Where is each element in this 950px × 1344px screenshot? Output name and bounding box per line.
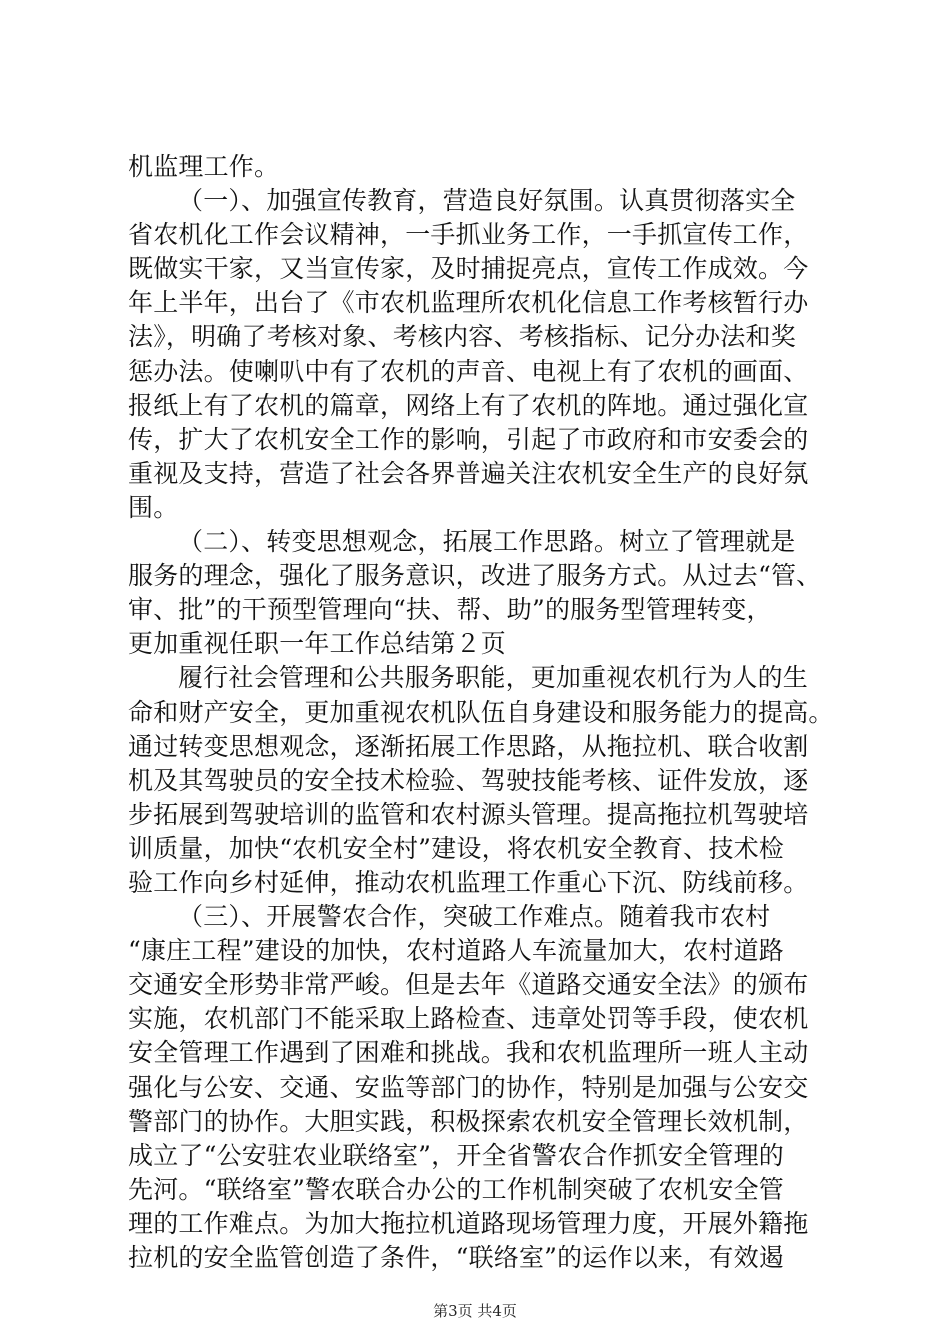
text-line: 法》，明确了考核对象、考核内容、考核指标、记分办法和奖 [128, 322, 796, 352]
text-line: 服务的理念，强化了服务意识，改进了服务方式。从过去“管、 [128, 561, 822, 591]
text-line: 训质量，加快“农机安全村”建设，将农机安全教育、技术检 [128, 833, 784, 863]
text-line: 通过转变思想观念，逐渐拓展工作思路，从拖拉机、联合收割 [128, 731, 809, 761]
text-line: （三）、开展警农合作，突破工作难点。随着我市农村 [178, 902, 771, 932]
text-line: 成立了“公安驻农业联络室”，开全省警农合作抓安全管理的 [128, 1140, 784, 1170]
text-line: 更加重视任职一年工作总结第２页 [128, 629, 507, 659]
text-line: 理的工作难点。为加大拖拉机道路现场管理力度，开展外籍拖 [128, 1208, 809, 1238]
text-line: 步拓展到驾驶培训的监管和农村源头管理。提高拖拉机驾驶培 [128, 799, 809, 829]
text-line: 命和财产安全，更加重视农机队伍自身建设和服务能力的提高。 [128, 697, 834, 727]
text-line: 验工作向乡村延伸，推动农机监理工作重心下沉、防线前移。 [128, 867, 809, 897]
document-body [128, 150, 853, 1275]
text-line: （二）、转变思想观念，拓展工作思路。树立了管理就是 [178, 527, 796, 557]
text-line: 机及其驾驶员的安全技术检验、驾驶技能考核、证件发放，逐 [128, 765, 809, 795]
text-line: 省农机化工作会议精神，一手抓业务工作，一手抓宣传工作， [128, 220, 809, 250]
text-line: 强化与公安、交通、安监等部门的协作，特别是加强与公安交 [128, 1072, 809, 1102]
text-line: 传，扩大了农机安全工作的影响，引起了市政府和市安委会的 [128, 424, 809, 454]
text-line: 惩办法。使喇叭中有了农机的声音、电视上有了农机的画面、 [128, 356, 809, 386]
text-line: 审、批”的干预型管理向“扶、帮、助”的服务型管理转变， [128, 595, 772, 625]
text-line: 实施，农机部门不能采取上路检查、违章处罚等手段，使农机 [128, 1004, 809, 1034]
text-line: 安全管理工作遇到了困难和挑战。我和农机监理所一班人主动 [128, 1038, 809, 1068]
text-line: 既做实干家，又当宣传家，及时捕捉亮点，宣传工作成效。今 [128, 254, 809, 284]
text-line: 机监理工作。 [128, 152, 280, 181]
text-line: 重视及支持，营造了社会各界普遍关注农机安全生产的良好氛 [128, 458, 809, 488]
text-line: “康庄工程”建设的加快，农村道路人车流量加大，农村道路 [128, 936, 784, 966]
text-line: 围。 [128, 492, 179, 522]
text-line: 交通安全形势非常严峻。但是去年《道路交通安全法》的颁布 [128, 970, 809, 1000]
text-line: 警部门的协作。大胆实践，积极探索农机安全管理长效机制， [128, 1106, 809, 1136]
text-line: 拉机的安全监管创造了条件，“联络室”的运作以来，有效遏 [128, 1243, 784, 1272]
text-line: （一）、加强宣传教育，营造良好氛围。认真贯彻落实全 [178, 186, 796, 216]
text-line: 先河。“联络室”警农联合办公的工作机制突破了农机安全管 [128, 1174, 784, 1204]
page-footer: 第3页 共4页 [433, 1302, 517, 1320]
text-line: 报纸上有了农机的篇章，网络上有了农机的阵地。通过强化宣 [128, 390, 809, 420]
text-line: 履行社会管理和公共服务职能，更加重视农机行为人的生 [178, 663, 809, 693]
text-line: 年上半年，出台了《市农机监理所农机化信息工作考核暂行办 [128, 288, 809, 318]
